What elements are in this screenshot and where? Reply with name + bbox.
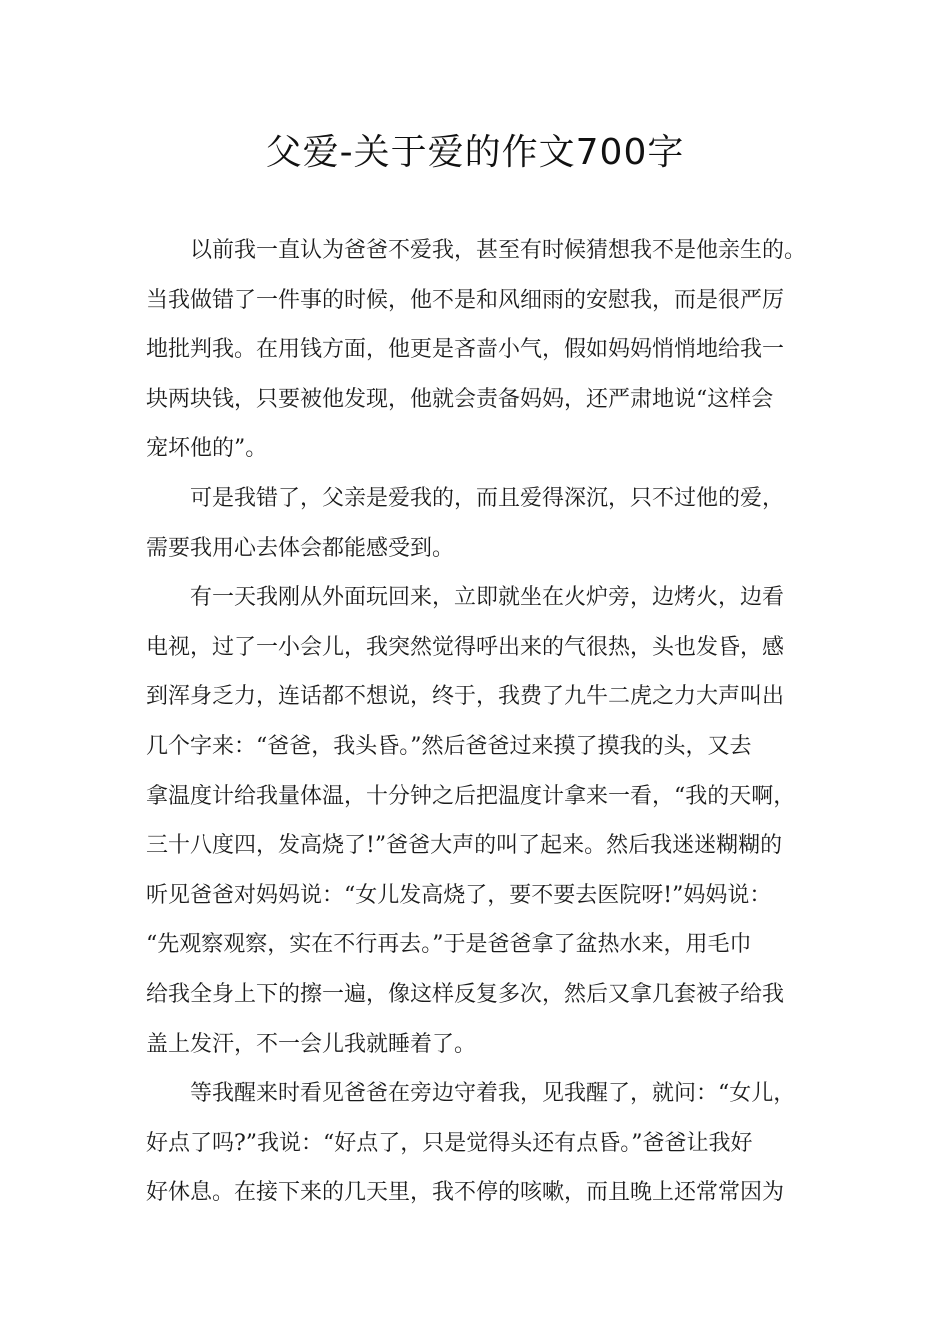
paragraph	[146, 573, 826, 1069]
paragraph	[146, 226, 826, 474]
paragraph-line: 可是我错了，父亲是爱我的，而且爱得深沉，只不过他的爱，	[190, 485, 785, 511]
paragraph-line: 等我醒来时看见爸爸在旁边守着我，见我醒了，就问：“女儿，	[190, 1081, 796, 1107]
paragraph-line: 宠坏他的”。	[146, 436, 268, 462]
paragraph-line: 三十八度四，发高烧了!”爸爸大声的叫了起来。然后我迷迷糊糊的	[146, 833, 783, 859]
paragraph-line: 电视，过了一小会儿，我突然觉得呼出来的气很热，头也发昏，感	[146, 634, 785, 660]
paragraph-line: 地批判我。在用钱方面，他更是吝啬小气，假如妈妈悄悄地给我一	[146, 337, 785, 363]
document-body	[146, 226, 826, 1218]
paragraph-line: 以前我一直认为爸爸不爱我，甚至有时候猜想我不是他亲生的。	[190, 238, 807, 263]
document-title: 父爱-关于爱的作文700字	[265, 132, 685, 173]
paragraph-line: 盖上发汗，不一会儿我就睡着了。	[146, 1031, 477, 1057]
paragraph-line: 需要我用心去体会都能感受到。	[146, 535, 455, 561]
paragraph-line: 当我做错了一件事的时候，他不是和风细雨的安慰我，而是很严厉	[146, 287, 785, 313]
paragraph-line: 块两块钱，只要被他发现，他就会责备妈妈，还严肃地说“这样会	[146, 386, 774, 412]
paragraph-line: 好点了吗?”我说：“好点了，只是觉得头还有点昏。”爸爸让我好	[146, 1130, 753, 1156]
paragraph-line: 有一天我刚从外面玩回来，立即就坐在火炉旁，边烤火，边看	[190, 585, 785, 611]
paragraph-line: 拿温度计给我量体温，十分钟之后把温度计拿来一看，“我的天啊，	[146, 783, 796, 809]
paragraph-line: 几个字来：“爸爸，我头昏。”然后爸爸过来摸了摸我的头，又去	[146, 733, 752, 759]
paragraph-line: 好休息。在接下来的几天里，我不停的咳嗽，而且晚上还常常因为	[146, 1180, 785, 1206]
paragraph-line: “先观察观察，实在不行再去。”于是爸爸拿了盆热水来，用毛巾	[146, 932, 752, 958]
paragraph-line: 到浑身乏力，连话都不想说，终于，我费了九牛二虎之力大声叫出	[146, 684, 785, 710]
paragraph	[146, 1069, 826, 1218]
paragraph-line: 给我全身上下的擦一遍，像这样反复多次，然后又拿几套被子给我	[146, 981, 785, 1007]
paragraph	[146, 474, 826, 573]
paragraph-line: 听见爸爸对妈妈说：“女儿发高烧了，要不要去医院呀!”妈妈说：	[146, 882, 772, 908]
